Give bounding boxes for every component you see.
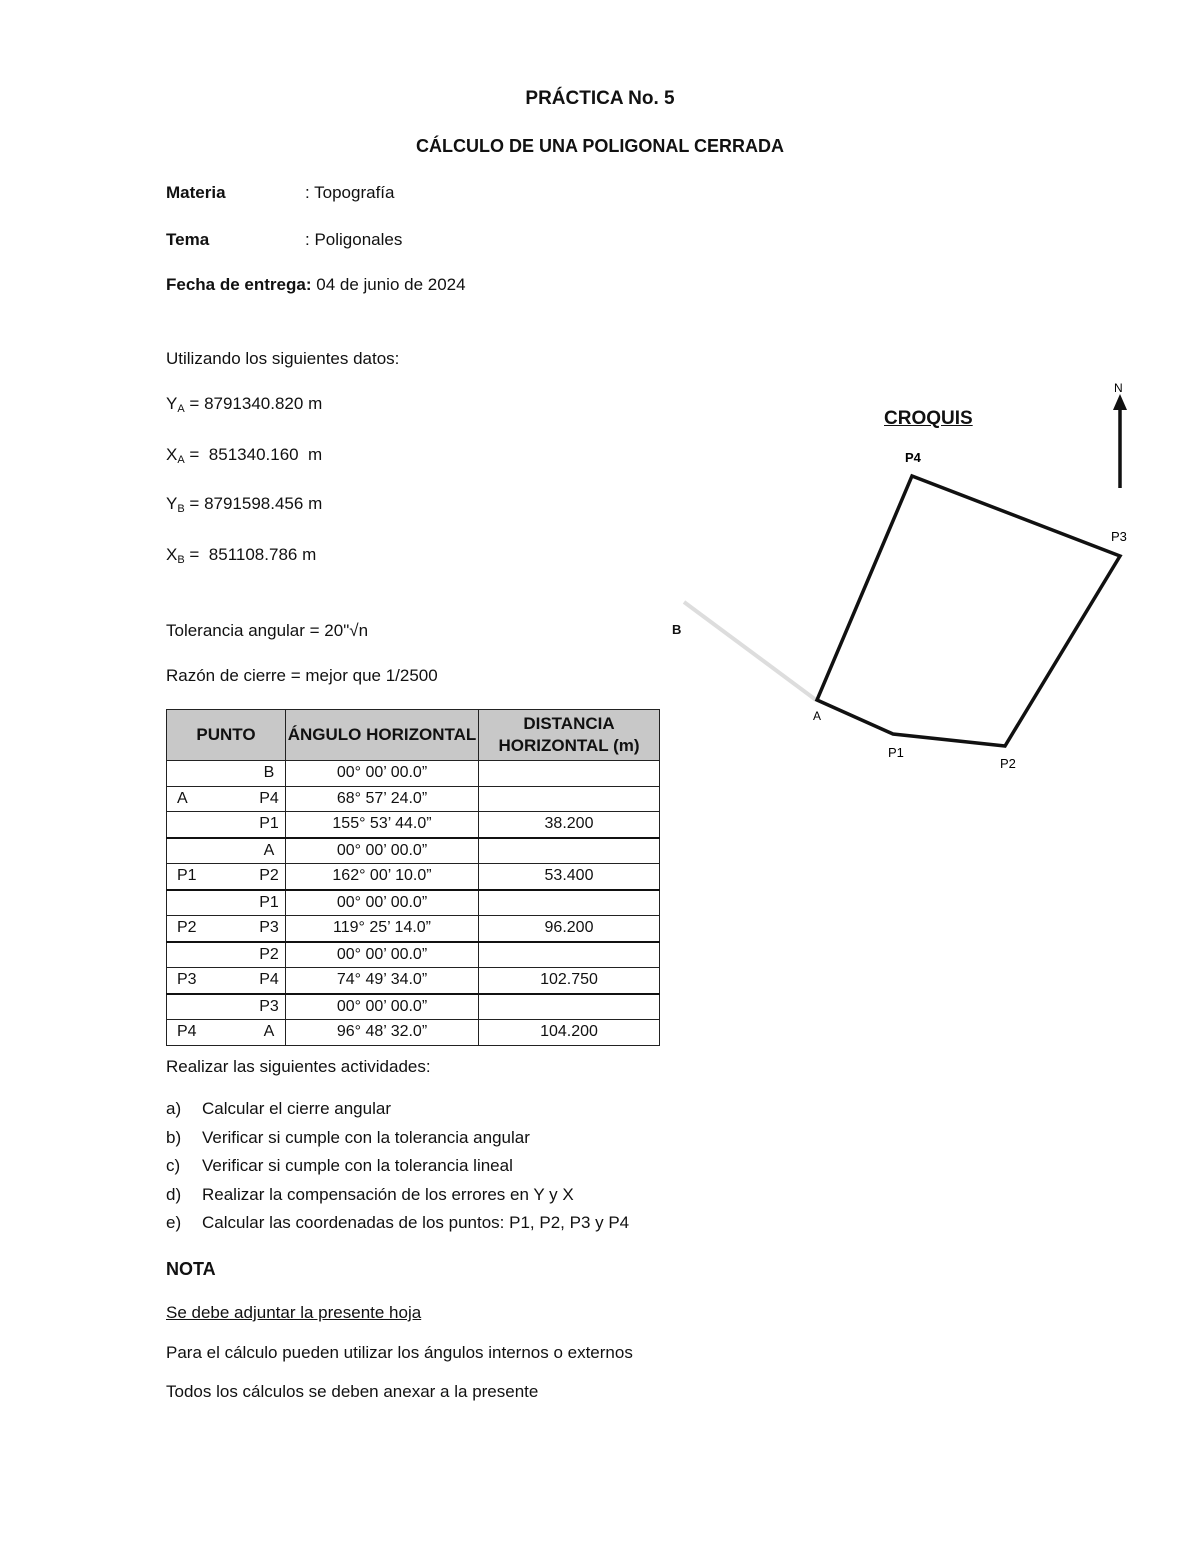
page-title: PRÁCTICA No. 5: [525, 88, 675, 109]
list-item-text: Calcular las coordenadas de los puntos: P1, P2, P3 y P4: [202, 1213, 630, 1232]
cell-visado: P1: [253, 812, 286, 838]
croquis-title: CROQUIS: [884, 408, 973, 429]
given-intro: Utilizando los siguientes datos:: [166, 349, 400, 368]
label-p2: P2: [1000, 756, 1016, 771]
materia-label: Materia: [166, 183, 226, 202]
page-subtitle: CÁLCULO DE UNA POLIGONAL CERRADA: [416, 136, 784, 156]
cell-visado: P1: [253, 890, 286, 916]
cell-angulo: 00° 00’ 00.0”: [286, 761, 479, 787]
cell-visado: P4: [253, 968, 286, 994]
list-item-letter: d): [166, 1184, 182, 1204]
cell-estacion: P4: [167, 1020, 254, 1046]
cell-angulo: 68° 57’ 24.0”: [286, 786, 479, 812]
list-item-text: Realizar la compensación de los errores en Y y X: [202, 1184, 574, 1204]
ya-sub: A: [177, 403, 185, 415]
header-distancia: DISTANCIA HORIZONTAL (m): [479, 710, 660, 761]
cell-estacion: P1: [167, 864, 254, 890]
nota-line-2: Para el cálculo pueden utilizar los ángulos internos o externos: [166, 1343, 633, 1362]
razon-cierre: Razón de cierre = mejor que 1/2500: [166, 666, 438, 685]
list-item-letter: a): [166, 1099, 182, 1118]
cell-angulo: 00° 00’ 00.0”: [286, 890, 479, 916]
cell-distancia: 53.400: [479, 864, 660, 890]
materia-value: : Topografía: [305, 183, 395, 202]
label-p4: P4: [905, 450, 921, 465]
cell-visado: P3: [253, 994, 286, 1020]
nota-title: NOTA: [166, 1259, 216, 1279]
activities-intro: Realizar las siguientes actividades:: [166, 1057, 431, 1076]
cell-visado: P4: [253, 786, 286, 812]
header-angulo: ÁNGULO HORIZONTAL: [286, 710, 479, 761]
cell-estacion: A: [167, 786, 254, 812]
fecha-value: 04 de junio de 2024: [316, 275, 466, 294]
list-item-letter: e): [166, 1213, 182, 1232]
north-arrow-icon: [1113, 394, 1127, 410]
cell-angulo: 96° 48’ 32.0”: [286, 1020, 479, 1046]
xa-value: = 851340.160 m: [189, 445, 323, 464]
nota-line-1: Se debe adjuntar la presente hoja: [166, 1303, 422, 1322]
xb-value: = 851108.786 m: [189, 545, 317, 564]
cell-visado: P2: [253, 864, 286, 890]
xa-sub: A: [177, 454, 185, 466]
cell-visado: B: [253, 761, 286, 787]
xb-sub: B: [177, 554, 185, 566]
list-item-text: Verificar si cumple con la tolerancia lineal: [202, 1156, 513, 1175]
cell-angulo: 00° 00’ 00.0”: [286, 994, 479, 1020]
cell-visado: A: [253, 1020, 286, 1046]
xb-var: X: [166, 545, 178, 564]
cell-estacion: P3: [167, 968, 254, 994]
list-item-text: Calcular el cierre angular: [202, 1099, 391, 1118]
yb-var: Y: [166, 494, 178, 513]
cell-angulo: 00° 00’ 00.0”: [286, 942, 479, 968]
cell-distancia: 38.200: [479, 812, 660, 838]
cell-angulo: 00° 00’ 00.0”: [286, 838, 479, 864]
list-item-letter: c): [166, 1156, 181, 1175]
tema-value: : Poligonales: [305, 230, 403, 249]
cell-distancia: 104.200: [479, 1020, 660, 1046]
ya-value: = 8791340.820 m: [189, 394, 323, 413]
tema-label: Tema: [166, 230, 210, 249]
yb-value: = 8791598.456 m: [189, 494, 323, 513]
cell-distancia: 96.200: [479, 916, 660, 942]
closed-traverse: [817, 476, 1120, 746]
cell-visado: P3: [253, 916, 286, 942]
cell-distancia: 102.750: [479, 968, 660, 994]
label-p3: P3: [1111, 529, 1127, 544]
cell-angulo: 74° 49’ 34.0”: [286, 968, 479, 994]
nota-line-3: Todos los cálculos se deben anexar a la presente: [166, 1382, 539, 1401]
north-label: N: [1114, 381, 1123, 395]
header-punto: PUNTO: [167, 710, 286, 761]
cell-angulo: 155° 53’ 44.0”: [286, 812, 479, 838]
tolerancia-angular: Tolerancia angular = 20"√n: [166, 621, 369, 640]
list-item-text: Verificar si cumple con la tolerancia angular: [202, 1127, 530, 1147]
label-a: A: [813, 709, 822, 723]
label-b: B: [672, 622, 682, 637]
cell-visado: A: [253, 838, 286, 864]
cell-angulo: 119° 25’ 14.0”: [286, 916, 479, 942]
cell-angulo: 162° 00’ 10.0”: [286, 864, 479, 890]
label-p1: P1: [888, 745, 904, 760]
ya-var: Y: [166, 394, 178, 413]
xa-var: X: [166, 445, 178, 464]
line-a-b: [684, 602, 816, 700]
yb-sub: B: [177, 503, 185, 515]
cell-visado: P2: [253, 942, 286, 968]
fecha-label: Fecha de entrega:: [166, 275, 312, 294]
list-item-letter: b): [166, 1127, 182, 1147]
cell-estacion: P2: [167, 916, 254, 942]
